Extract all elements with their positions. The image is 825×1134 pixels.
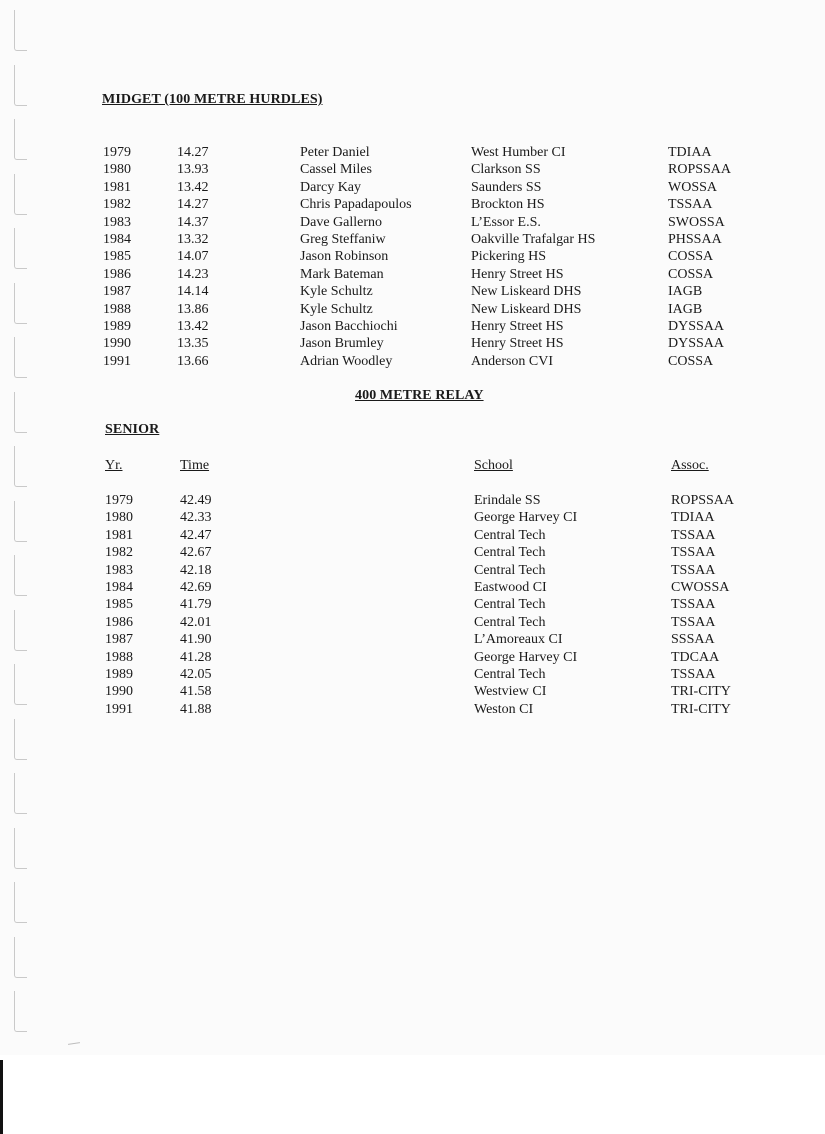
school-cell: Central Tech	[474, 667, 546, 682]
binding-mark	[14, 719, 27, 760]
time-cell: 13.66	[177, 353, 209, 369]
binding-mark	[14, 991, 27, 1032]
athlete-name-cell: Jason Robinson	[300, 249, 389, 265]
table-row	[0, 683, 825, 700]
time-cell: 14.27	[177, 145, 209, 160]
time-cell: 42.01	[180, 614, 212, 630]
school-cell: Eastwood CI	[474, 580, 547, 595]
table-row	[0, 161, 825, 178]
school-cell: Central Tech	[474, 527, 546, 543]
school-column-header: School	[474, 458, 513, 473]
athlete-name-cell: Dave Gallerno	[300, 214, 383, 230]
assoc-cell: TSSAA	[671, 562, 716, 578]
assoc-cell: TDIAA	[671, 510, 715, 526]
binding-mark	[14, 65, 27, 106]
athlete-name-cell: Cassel Miles	[300, 162, 372, 178]
year-cell: 1986	[105, 614, 133, 630]
athlete-name-cell: Chris Papadapoulos	[300, 197, 412, 213]
time-cell: 13.35	[177, 336, 209, 352]
school-cell: George Harvey CI	[474, 649, 578, 665]
assoc-cell: TRI-CITY	[671, 684, 731, 700]
athlete-name-cell: Kyle Schultz	[300, 301, 373, 317]
relay-title: 400 METRE RELAY	[355, 388, 484, 403]
year-column-header: Yr.	[105, 458, 123, 473]
time-cell: 42.67	[180, 545, 212, 561]
binding-mark	[14, 828, 27, 869]
time-cell: 14.23	[177, 266, 209, 282]
table-row	[0, 248, 825, 265]
time-cell: 13.32	[177, 232, 209, 247]
table-row	[0, 509, 825, 526]
assoc-column-header: Assoc.	[671, 458, 709, 473]
table-row	[0, 266, 825, 283]
time-cell: 14.37	[177, 214, 209, 230]
scan-margin	[0, 1055, 825, 1134]
assoc-cell: IAGB	[668, 284, 703, 300]
assoc-cell: ROPSSAA	[668, 162, 732, 178]
table-row	[0, 562, 825, 579]
year-cell: 1991	[103, 353, 131, 369]
year-cell: 1983	[105, 562, 133, 578]
time-cell: 41.88	[180, 701, 212, 717]
table-row	[0, 353, 825, 370]
time-cell: 13.93	[177, 162, 209, 178]
time-cell: 41.28	[180, 649, 212, 665]
time-cell: 13.86	[177, 301, 209, 317]
school-cell: Central Tech	[474, 562, 546, 578]
school-cell: Central Tech	[474, 545, 546, 561]
school-cell: Westview CI	[474, 684, 547, 700]
school-cell: L’Amoreaux CI	[474, 632, 563, 648]
time-cell: 42.47	[180, 527, 212, 543]
binding-mark	[14, 446, 27, 487]
assoc-cell: TRI-CITY	[671, 701, 731, 717]
time-cell: 42.05	[180, 667, 212, 682]
table-row	[0, 231, 825, 248]
year-cell: 1984	[103, 232, 131, 247]
school-cell: Weston CI	[474, 701, 534, 717]
school-cell: L’Essor E.S.	[471, 214, 541, 230]
binding-mark	[14, 10, 27, 51]
time-cell: 42.49	[180, 493, 212, 508]
athlete-name-cell: Kyle Schultz	[300, 284, 373, 300]
athlete-name-cell: Adrian Woodley	[300, 353, 393, 369]
table-row	[0, 179, 825, 196]
assoc-cell: COSSA	[668, 249, 714, 265]
assoc-cell: TSSAA	[671, 545, 716, 561]
athlete-name-cell: Peter Daniel	[300, 145, 370, 160]
table-row	[0, 335, 825, 352]
table-row	[0, 196, 825, 213]
assoc-cell: TSSAA	[671, 614, 716, 630]
time-cell: 41.90	[180, 632, 212, 648]
school-cell: Henry Street HS	[471, 319, 564, 334]
assoc-cell: TDIAA	[668, 145, 712, 160]
table-row	[0, 318, 825, 335]
athlete-name-cell: Darcy Kay	[300, 179, 362, 195]
assoc-cell: SSSAA	[671, 632, 715, 648]
athlete-name-cell: Greg Steffaniw	[300, 232, 386, 247]
time-cell: 42.18	[180, 562, 212, 578]
time-cell: 13.42	[177, 319, 209, 334]
school-cell: Saunders SS	[471, 179, 542, 195]
year-cell: 1988	[103, 301, 131, 317]
table-row	[0, 214, 825, 231]
time-cell: 42.33	[180, 510, 212, 526]
binding-mark	[14, 937, 27, 978]
year-cell: 1986	[103, 266, 131, 282]
year-cell: 1982	[103, 197, 131, 213]
athlete-name-cell: Jason Bacchiochi	[300, 319, 398, 334]
year-cell: 1979	[105, 493, 133, 508]
year-cell: 1991	[105, 701, 133, 717]
year-cell: 1980	[103, 162, 131, 178]
year-cell: 1982	[105, 545, 133, 561]
school-cell: Erindale SS	[474, 493, 541, 508]
time-cell: 14.14	[177, 284, 209, 300]
assoc-cell: SWOSSA	[668, 214, 725, 230]
year-cell: 1987	[105, 632, 133, 648]
school-cell: West Humber CI	[471, 145, 566, 160]
school-cell: Henry Street HS	[471, 336, 564, 352]
scan-edge-shadow	[0, 1060, 3, 1134]
school-cell: Pickering HS	[471, 249, 547, 265]
school-cell: Anderson CVI	[471, 353, 554, 369]
assoc-cell: DYSSAA	[668, 319, 725, 334]
year-cell: 1990	[105, 684, 133, 700]
school-cell: Central Tech	[474, 597, 546, 613]
relay-division-heading: SENIOR	[105, 422, 160, 437]
athlete-name-cell: Mark Bateman	[300, 266, 384, 282]
table-row	[0, 614, 825, 631]
table-row	[0, 596, 825, 613]
school-cell: New Liskeard DHS	[471, 301, 582, 317]
time-column-header: Time	[180, 458, 210, 473]
time-cell: 14.07	[177, 249, 209, 265]
time-cell: 13.42	[177, 179, 209, 195]
school-cell: Brockton HS	[471, 197, 545, 213]
assoc-cell: WOSSA	[668, 179, 718, 195]
year-cell: 1983	[103, 214, 131, 230]
table-row	[0, 527, 825, 544]
table-row	[0, 666, 825, 683]
year-cell: 1989	[103, 319, 131, 334]
year-cell: 1984	[105, 580, 133, 595]
table-row	[0, 544, 825, 561]
year-cell: 1979	[103, 145, 131, 160]
table-row	[0, 144, 825, 161]
assoc-cell: COSSA	[668, 266, 714, 282]
year-cell: 1987	[103, 284, 131, 300]
time-cell: 41.79	[180, 597, 212, 613]
assoc-cell: TSSAA	[668, 197, 713, 213]
assoc-cell: PHSSAA	[668, 232, 722, 247]
time-cell: 41.58	[180, 684, 212, 700]
table-row	[0, 649, 825, 666]
year-cell: 1989	[105, 667, 133, 682]
table-row	[0, 631, 825, 648]
scan-smudge	[68, 1042, 80, 1045]
table-row	[0, 701, 825, 718]
assoc-cell: TSSAA	[671, 527, 716, 543]
school-cell: Clarkson SS	[471, 162, 541, 178]
binding-mark	[14, 882, 27, 923]
year-cell: 1988	[105, 649, 133, 665]
year-cell: 1985	[105, 597, 133, 613]
year-cell: 1981	[105, 527, 133, 543]
midget-hurdles-title: MIDGET (100 METRE HURDLES)	[102, 92, 323, 107]
table-row	[0, 579, 825, 596]
assoc-cell: ROPSSAA	[671, 493, 735, 508]
time-cell: 14.27	[177, 197, 209, 213]
time-cell: 42.69	[180, 580, 212, 595]
school-cell: Oakville Trafalgar HS	[471, 232, 596, 247]
year-cell: 1985	[103, 249, 131, 265]
assoc-cell: DYSSAA	[668, 336, 725, 352]
school-cell: Henry Street HS	[471, 266, 564, 282]
school-cell: New Liskeard DHS	[471, 284, 582, 300]
athlete-name-cell: Jason Brumley	[300, 336, 384, 352]
school-cell: Central Tech	[474, 614, 546, 630]
binding-mark	[14, 773, 27, 814]
year-cell: 1981	[103, 179, 131, 195]
assoc-cell: TDCAA	[671, 649, 720, 665]
table-row	[0, 492, 825, 509]
table-row	[0, 283, 825, 300]
assoc-cell: COSSA	[668, 353, 714, 369]
table-row	[0, 301, 825, 318]
assoc-cell: CWOSSA	[671, 580, 730, 595]
assoc-cell: IAGB	[668, 301, 703, 317]
school-cell: George Harvey CI	[474, 510, 578, 526]
assoc-cell: TSSAA	[671, 597, 716, 613]
year-cell: 1980	[105, 510, 133, 526]
assoc-cell: TSSAA	[671, 667, 716, 682]
year-cell: 1990	[103, 336, 131, 352]
binding-mark	[14, 392, 27, 433]
